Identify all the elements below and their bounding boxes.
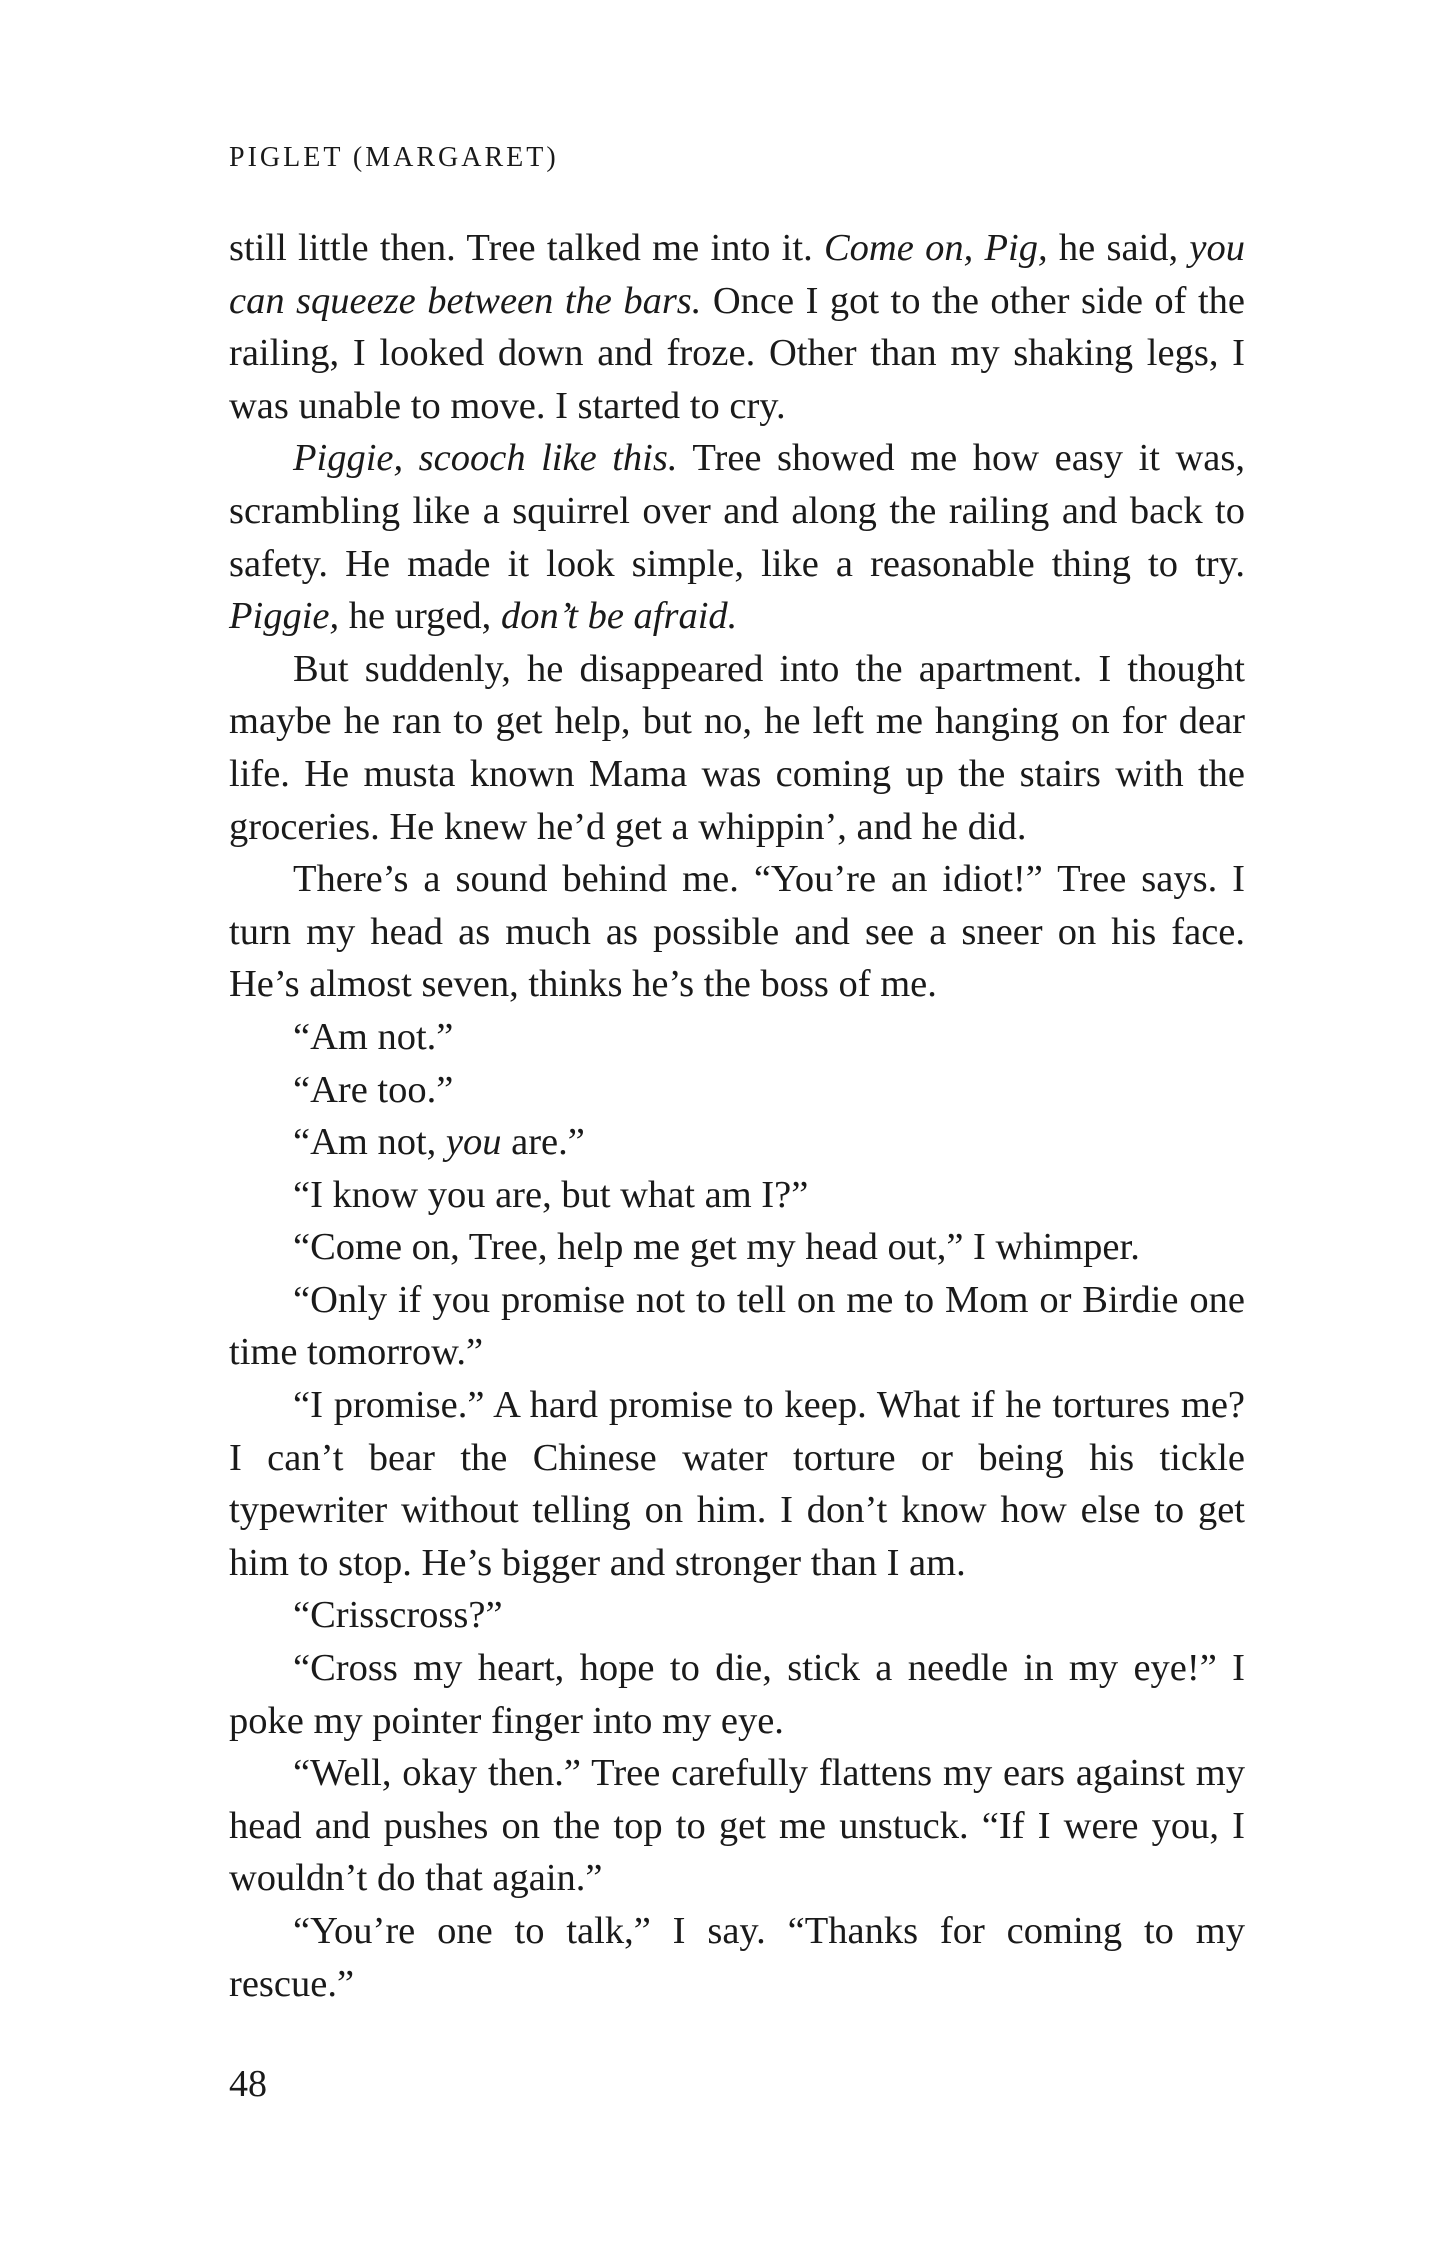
text-run: “Are too.” — [293, 1068, 454, 1111]
running-head: PIGLET (MARGARET) — [229, 142, 559, 173]
italic-text: you — [445, 1121, 502, 1164]
text-run: he said, — [1047, 227, 1190, 269]
text-run: “Only if you promise not to tell on me to Mom or Birdie one time tomorrow.” — [229, 1278, 1245, 1374]
paragraph — [229, 1274, 1245, 1379]
paragraph — [229, 1642, 1245, 1747]
italic-text: you can squeeze between the bars. — [229, 227, 1246, 322]
text-run: “Am not, — [293, 1121, 446, 1164]
paragraph — [229, 432, 1245, 642]
body-text — [229, 222, 1245, 2010]
paragraph — [229, 1064, 1245, 1117]
text-run: “You’re one to talk,” I say. “Thanks for coming to my rescue.” — [229, 1910, 1245, 2005]
text-run: “Crisscross?” — [293, 1594, 503, 1637]
text-run: Tree showed me how easy it was, scrambling like a squirrel over and along the railing and back to safety. He made it look simple, like a reasonable thing to try. — [229, 437, 1245, 585]
paragraph — [229, 1905, 1245, 2010]
italic-text: Come on, Pig, — [823, 227, 1048, 269]
italic-text: don’t be afraid. — [500, 595, 738, 638]
text-run: “I know you are, but what am I?” — [293, 1173, 809, 1216]
text-run: “I promise.” A hard promise to keep. What if he tortures me? I can’t bear the Chinese water torture or being his tickle typewriter without telling on him. I don’t know how else to get him to stop. He’s bigger and stronger than I am. — [229, 1384, 1245, 1584]
text-run: Once I got to the other side of the railing, I looked down and froze. Other than my shaking legs, I was unable to move. I started to cry. — [229, 279, 1245, 427]
page-number: 48 — [229, 2063, 267, 2105]
paragraph — [229, 1747, 1245, 1905]
paragraph — [229, 222, 1245, 432]
paragraph — [229, 1221, 1245, 1274]
text-run: But suddenly, he disappeared into the apartment. I thought maybe he ran to get help, but no, he left me hanging on for dear life. He musta known Mama was coming up the stairs with the groceries. He knew he’d get a whippin’, and he did. — [229, 647, 1245, 848]
text-run: still little then. Tree talked me into it. — [229, 227, 824, 269]
text-run: he urged, — [339, 595, 501, 638]
paragraph — [229, 643, 1245, 853]
paragraph — [229, 1116, 1245, 1169]
text-run: There’s a sound behind me. “You’re an idiot!” Tree says. I turn my head as much as possible and see a sneer on his face. He’s almost seven, thinks he’s the boss of me. — [229, 858, 1245, 1006]
italic-text: Piggie, scooch like this. — [293, 437, 678, 480]
paragraph — [229, 1379, 1245, 1589]
italic-text: Piggie, — [229, 595, 340, 638]
paragraph — [229, 1011, 1245, 1064]
text-run: are.” — [501, 1121, 585, 1164]
text-run: “Cross my heart, hope to die, stick a needle in my eye!” I poke my pointer finger into my eye. — [229, 1647, 1245, 1742]
text-run: “Well, okay then.” Tree carefully flattens my ears against my head and pushes on the top to get me unstuck. “If I were you, I wouldn’t do that again.” — [229, 1752, 1245, 1900]
paragraph — [229, 1169, 1245, 1222]
paragraph — [229, 1589, 1245, 1642]
paragraph — [229, 853, 1245, 1011]
text-run: “Am not.” — [293, 1015, 454, 1058]
text-run: “Come on, Tree, help me get my head out,” I whimper. — [293, 1226, 1140, 1269]
